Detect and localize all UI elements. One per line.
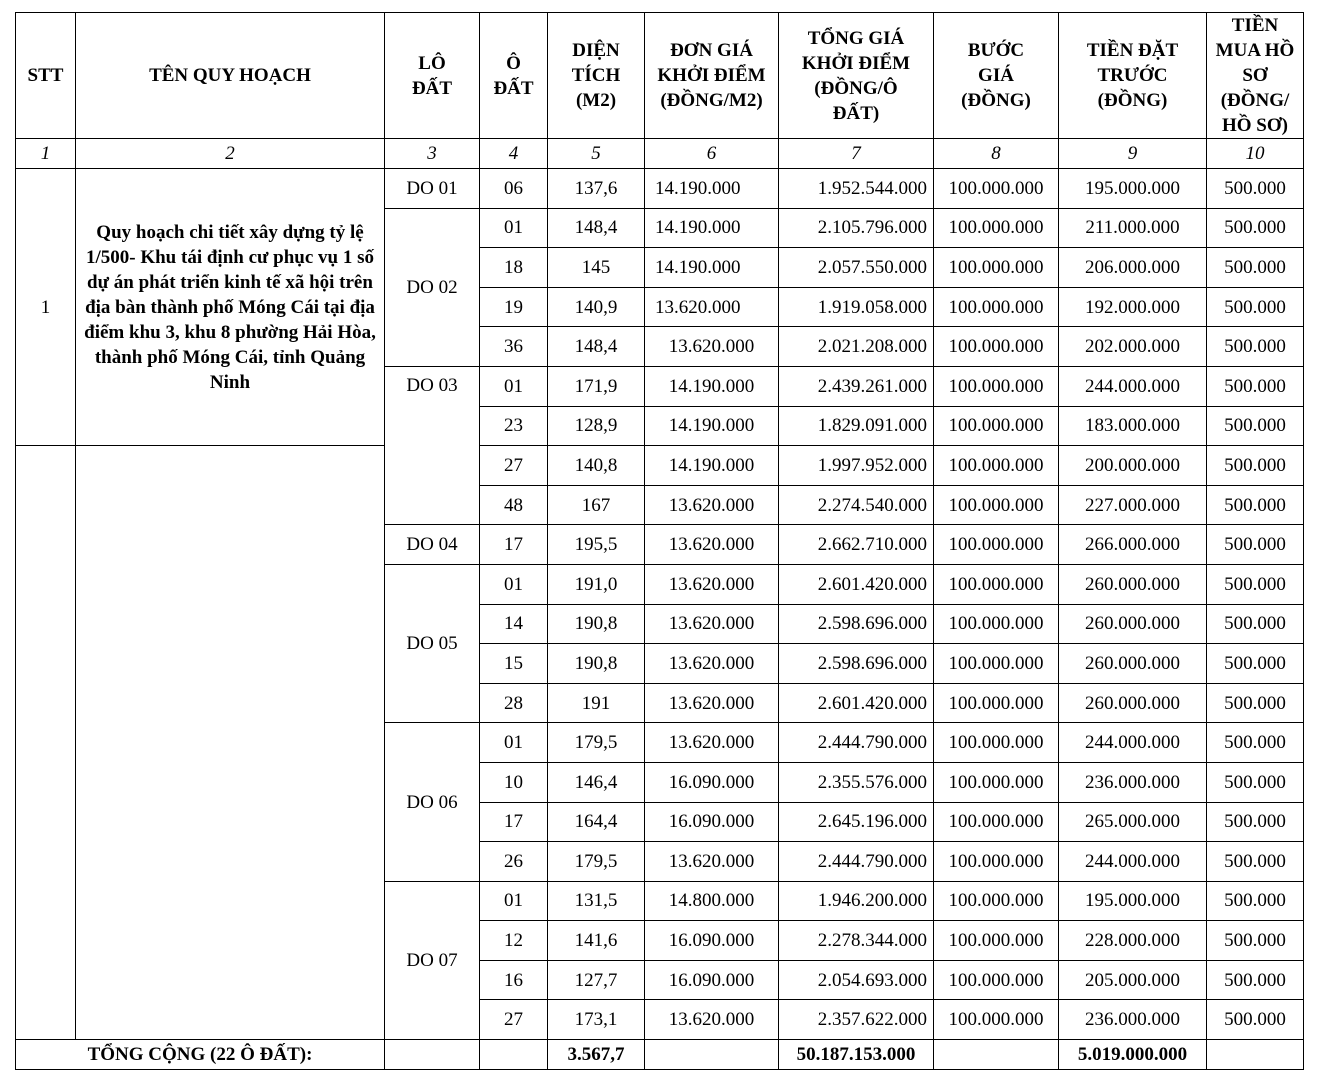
area-cell: 128,9	[548, 406, 645, 446]
unit-price-cell: 13.620.000	[645, 723, 779, 763]
plot-cell: 01	[480, 564, 548, 604]
dossier-fee-cell: 500.000	[1207, 1000, 1304, 1040]
area-cell: 141,6	[548, 921, 645, 961]
header-plot: Ô ĐẤT	[480, 13, 548, 139]
price-step-cell: 100.000.000	[934, 248, 1059, 288]
total-start-price-cell: 2.355.576.000	[779, 762, 934, 802]
total-start-price-cell: 2.021.208.000	[779, 327, 934, 367]
plot-cell: 06	[480, 169, 548, 209]
dossier-fee-cell: 500.000	[1207, 842, 1304, 882]
price-step-cell: 100.000.000	[934, 802, 1059, 842]
unit-price-cell: 14.800.000	[645, 881, 779, 921]
total-start-price-cell: 2.444.790.000	[779, 842, 934, 882]
total-start-price-cell: 2.444.790.000	[779, 723, 934, 763]
price-step-cell: 100.000.000	[934, 842, 1059, 882]
plan-name-continuation-cell	[76, 446, 385, 1040]
deposit-cell: 228.000.000	[1059, 921, 1207, 961]
total-start-price-cell: 2.598.696.000	[779, 644, 934, 684]
dossier-fee-cell: 500.000	[1207, 327, 1304, 367]
dossier-fee-cell: 500.000	[1207, 406, 1304, 446]
unit-price-cell: 13.620.000	[645, 842, 779, 882]
area-cell: 167	[548, 485, 645, 525]
price-step-cell: 100.000.000	[934, 208, 1059, 248]
area-cell: 191,0	[548, 564, 645, 604]
column-number: 1	[16, 139, 76, 169]
plot-cell: 15	[480, 644, 548, 684]
price-step-cell: 100.000.000	[934, 366, 1059, 406]
total-start-price-cell: 2.439.261.000	[779, 366, 934, 406]
price-step-cell: 100.000.000	[934, 169, 1059, 209]
auction-table-container	[15, 12, 1304, 1070]
deposit-cell: 266.000.000	[1059, 525, 1207, 565]
price-step-cell: 100.000.000	[934, 327, 1059, 367]
plot-cell: 28	[480, 683, 548, 723]
area-cell: 148,4	[548, 208, 645, 248]
price-step-cell: 100.000.000	[934, 644, 1059, 684]
unit-price-cell: 14.190.000	[645, 248, 779, 288]
plot-cell: 26	[480, 842, 548, 882]
area-cell: 173,1	[548, 1000, 645, 1040]
deposit-cell: 260.000.000	[1059, 683, 1207, 723]
dossier-fee-cell: 500.000	[1207, 525, 1304, 565]
total-start-price-cell: 2.357.622.000	[779, 1000, 934, 1040]
total-empty-cell	[385, 1040, 480, 1070]
total-start-price-cell: 2.601.420.000	[779, 564, 934, 604]
dossier-fee-cell: 500.000	[1207, 723, 1304, 763]
deposit-cell: 244.000.000	[1059, 842, 1207, 882]
unit-price-cell: 13.620.000	[645, 485, 779, 525]
price-step-cell: 100.000.000	[934, 604, 1059, 644]
plot-cell: 19	[480, 287, 548, 327]
total-row	[16, 1040, 1304, 1070]
dossier-fee-cell: 500.000	[1207, 169, 1304, 209]
deposit-cell: 236.000.000	[1059, 1000, 1207, 1040]
total-start-price-cell: 2.645.196.000	[779, 802, 934, 842]
total-start-price-cell: 1.946.200.000	[779, 881, 934, 921]
unit-price-cell: 16.090.000	[645, 762, 779, 802]
unit-price-cell: 13.620.000	[645, 683, 779, 723]
area-cell: 140,8	[548, 446, 645, 486]
unit-price-cell: 14.190.000	[645, 366, 779, 406]
lot-cell: DO 01	[385, 169, 480, 209]
header-price-step: BƯỚC GIÁ (ĐỒNG)	[934, 13, 1059, 139]
plot-cell: 01	[480, 208, 548, 248]
price-step-cell: 100.000.000	[934, 1000, 1059, 1040]
column-number: 4	[480, 139, 548, 169]
lot-cell: DO 07	[385, 881, 480, 1039]
area-cell: 127,7	[548, 960, 645, 1000]
stt-continuation-cell	[16, 446, 76, 1040]
area-cell: 140,9	[548, 287, 645, 327]
dossier-fee-cell: 500.000	[1207, 248, 1304, 288]
plot-cell: 18	[480, 248, 548, 288]
plot-cell: 16	[480, 960, 548, 1000]
area-cell: 179,5	[548, 723, 645, 763]
total-start-price-cell: 2.274.540.000	[779, 485, 934, 525]
total-start-price-cell: 2.662.710.000	[779, 525, 934, 565]
plot-cell: 14	[480, 604, 548, 644]
total-start-price-cell: 2.054.693.000	[779, 960, 934, 1000]
deposit-cell: 236.000.000	[1059, 762, 1207, 802]
dossier-fee-cell: 500.000	[1207, 802, 1304, 842]
deposit-cell: 192.000.000	[1059, 287, 1207, 327]
plot-cell: 27	[480, 446, 548, 486]
column-number: 5	[548, 139, 645, 169]
deposit-cell: 244.000.000	[1059, 723, 1207, 763]
price-step-cell: 100.000.000	[934, 762, 1059, 802]
header-stt: STT	[16, 13, 76, 139]
column-number: 9	[1059, 139, 1207, 169]
header-total-start-price: TỔNG GIÁ KHỞI ĐIỂM (ĐỒNG/Ô ĐẤT)	[779, 13, 934, 139]
unit-price-cell: 14.190.000	[645, 406, 779, 446]
dossier-fee-cell: 500.000	[1207, 446, 1304, 486]
dossier-fee-cell: 500.000	[1207, 762, 1304, 802]
area-cell: 190,8	[548, 644, 645, 684]
total-start-price-cell: 1.997.952.000	[779, 446, 934, 486]
area-cell: 195,5	[548, 525, 645, 565]
total-start-price: 50.187.153.000	[779, 1040, 934, 1070]
header-lot: LÔ ĐẤT	[385, 13, 480, 139]
dossier-fee-cell: 500.000	[1207, 485, 1304, 525]
deposit-cell: 206.000.000	[1059, 248, 1207, 288]
unit-price-cell: 13.620.000	[645, 327, 779, 367]
price-step-cell: 100.000.000	[934, 960, 1059, 1000]
header-area: DIỆN TÍCH (M2)	[548, 13, 645, 139]
column-number: 10	[1207, 139, 1304, 169]
total-area: 3.567,7	[548, 1040, 645, 1070]
header-deposit: TIỀN ĐẶT TRƯỚC (ĐỒNG)	[1059, 13, 1207, 139]
area-cell: 137,6	[548, 169, 645, 209]
deposit-cell: 260.000.000	[1059, 604, 1207, 644]
total-label: TỔNG CỘNG (22 Ô ĐẤT):	[16, 1040, 385, 1070]
area-cell: 190,8	[548, 604, 645, 644]
plot-cell: 17	[480, 525, 548, 565]
column-number: 7	[779, 139, 934, 169]
column-number: 3	[385, 139, 480, 169]
dossier-fee-cell: 500.000	[1207, 921, 1304, 961]
area-cell: 148,4	[548, 327, 645, 367]
stt-cell: 1	[16, 169, 76, 446]
dossier-fee-cell: 500.000	[1207, 366, 1304, 406]
column-number-row	[16, 139, 1304, 169]
price-step-cell: 100.000.000	[934, 723, 1059, 763]
unit-price-cell: 16.090.000	[645, 960, 779, 1000]
dossier-fee-cell: 500.000	[1207, 604, 1304, 644]
price-step-cell: 100.000.000	[934, 287, 1059, 327]
total-empty-cell	[934, 1040, 1059, 1070]
lot-cell: DO 05	[385, 564, 480, 722]
unit-price-cell: 13.620.000	[645, 287, 779, 327]
column-number: 6	[645, 139, 779, 169]
price-step-cell: 100.000.000	[934, 525, 1059, 565]
column-number: 2	[76, 139, 385, 169]
deposit-cell: 195.000.000	[1059, 881, 1207, 921]
dossier-fee-cell: 500.000	[1207, 287, 1304, 327]
total-deposit: 5.019.000.000	[1059, 1040, 1207, 1070]
price-step-cell: 100.000.000	[934, 881, 1059, 921]
total-empty-cell	[1207, 1040, 1304, 1070]
unit-price-cell: 14.190.000	[645, 208, 779, 248]
plot-cell: 10	[480, 762, 548, 802]
total-start-price-cell: 2.601.420.000	[779, 683, 934, 723]
plot-cell: 01	[480, 723, 548, 763]
deposit-cell: 183.000.000	[1059, 406, 1207, 446]
total-start-price-cell: 2.598.696.000	[779, 604, 934, 644]
area-cell: 145	[548, 248, 645, 288]
header-row	[16, 13, 1304, 139]
lot-cell: DO 03	[385, 366, 480, 524]
dossier-fee-cell: 500.000	[1207, 564, 1304, 604]
price-step-cell: 100.000.000	[934, 446, 1059, 486]
total-start-price-cell: 2.057.550.000	[779, 248, 934, 288]
area-cell: 131,5	[548, 881, 645, 921]
price-step-cell: 100.000.000	[934, 683, 1059, 723]
column-number: 8	[934, 139, 1059, 169]
price-step-cell: 100.000.000	[934, 485, 1059, 525]
dossier-fee-cell: 500.000	[1207, 881, 1304, 921]
plot-cell: 12	[480, 921, 548, 961]
area-cell: 146,4	[548, 762, 645, 802]
area-cell: 191	[548, 683, 645, 723]
unit-price-cell: 14.190.000	[645, 446, 779, 486]
lot-cell: DO 02	[385, 208, 480, 366]
area-cell: 179,5	[548, 842, 645, 882]
deposit-cell: 202.000.000	[1059, 327, 1207, 367]
deposit-cell: 260.000.000	[1059, 644, 1207, 684]
dossier-fee-cell: 500.000	[1207, 683, 1304, 723]
total-empty-cell	[480, 1040, 548, 1070]
unit-price-cell: 16.090.000	[645, 921, 779, 961]
deposit-cell: 265.000.000	[1059, 802, 1207, 842]
deposit-cell: 195.000.000	[1059, 169, 1207, 209]
dossier-fee-cell: 500.000	[1207, 644, 1304, 684]
deposit-cell: 244.000.000	[1059, 366, 1207, 406]
plan-name-cell: Quy hoạch chi tiết xây dựng tỷ lệ 1/500- Khu tái định cư phục vụ 1 số dự án phát triển kinh tế xã hội trên địa bàn thành phố Móng Cái tại địa điểm khu 3, khu 8 phường Hải Hòa, thành phố Móng Cái, tỉnh Quảng Ninh	[76, 169, 385, 446]
plot-cell: 01	[480, 881, 548, 921]
price-step-cell: 100.000.000	[934, 406, 1059, 446]
deposit-cell: 260.000.000	[1059, 564, 1207, 604]
unit-price-cell: 13.620.000	[645, 1000, 779, 1040]
unit-price-cell: 13.620.000	[645, 564, 779, 604]
unit-price-cell: 13.620.000	[645, 644, 779, 684]
deposit-cell: 227.000.000	[1059, 485, 1207, 525]
total-start-price-cell: 2.278.344.000	[779, 921, 934, 961]
land-auction-table	[15, 12, 1304, 1070]
unit-price-cell: 13.620.000	[645, 525, 779, 565]
deposit-cell: 200.000.000	[1059, 446, 1207, 486]
total-empty-cell	[645, 1040, 779, 1070]
lot-cell: DO 06	[385, 723, 480, 881]
area-cell: 164,4	[548, 802, 645, 842]
header-unit-price: ĐƠN GIÁ KHỞI ĐIỂM (ĐỒNG/M2)	[645, 13, 779, 139]
deposit-cell: 205.000.000	[1059, 960, 1207, 1000]
dossier-fee-cell: 500.000	[1207, 208, 1304, 248]
table-row	[16, 446, 1304, 486]
table-row	[16, 169, 1304, 209]
unit-price-cell: 16.090.000	[645, 802, 779, 842]
header-dossier-fee: TIỀN MUA HỒ SƠ (ĐỒNG/ HỒ SƠ)	[1207, 13, 1304, 139]
dossier-fee-cell: 500.000	[1207, 960, 1304, 1000]
unit-price-cell: 14.190.000	[645, 169, 779, 209]
total-start-price-cell: 1.919.058.000	[779, 287, 934, 327]
plot-cell: 23	[480, 406, 548, 446]
plot-cell: 01	[480, 366, 548, 406]
price-step-cell: 100.000.000	[934, 921, 1059, 961]
plot-cell: 17	[480, 802, 548, 842]
total-start-price-cell: 2.105.796.000	[779, 208, 934, 248]
plot-cell: 36	[480, 327, 548, 367]
price-step-cell: 100.000.000	[934, 564, 1059, 604]
deposit-cell: 211.000.000	[1059, 208, 1207, 248]
plot-cell: 48	[480, 485, 548, 525]
total-start-price-cell: 1.952.544.000	[779, 169, 934, 209]
plot-cell: 27	[480, 1000, 548, 1040]
total-start-price-cell: 1.829.091.000	[779, 406, 934, 446]
area-cell: 171,9	[548, 366, 645, 406]
lot-cell: DO 04	[385, 525, 480, 565]
header-plan-name: TÊN QUY HOẠCH	[76, 13, 385, 139]
unit-price-cell: 13.620.000	[645, 604, 779, 644]
